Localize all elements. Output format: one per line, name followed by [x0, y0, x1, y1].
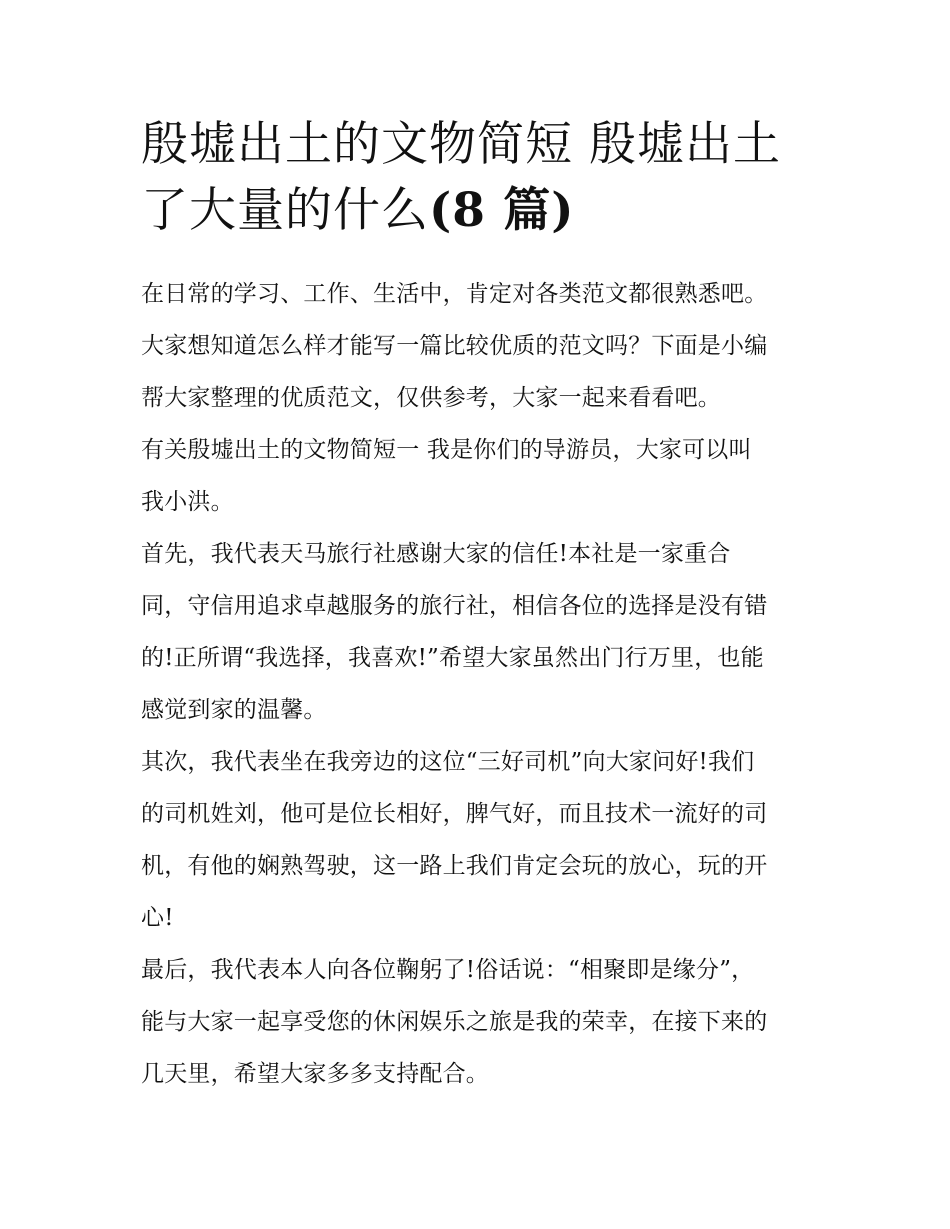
- text-line: 心!: [141, 905, 174, 931]
- first-paragraph: [141, 528, 831, 736]
- second-paragraph: [141, 736, 831, 944]
- text-line: 能与大家一起享受您的休闲娱乐之旅是我的荣幸，在接下来的: [141, 1009, 768, 1035]
- text-line: 最后，我代表本人向各位鞠躬了!俗话说：“相聚即是缘分”，: [141, 957, 755, 983]
- text-line: 同，守信用追求卓越服务的旅行社，相信各位的选择是没有错: [141, 593, 768, 619]
- text-line: 大家想知道怎么样才能写一篇比较优质的范文吗？下面是小编: [141, 333, 768, 359]
- text-line: 有关殷墟出土的文物简短一 我是你们的导游员，大家可以叫: [141, 437, 752, 463]
- title-count: (8 篇): [429, 183, 575, 238]
- document-body: [141, 268, 831, 1100]
- text-line: 在日常的学习、工作、生活中，肯定对各类范文都很熟悉吧。: [141, 281, 768, 307]
- text-line: 的!正所谓“我选择，我喜欢!”希望大家虽然出门行万里，也能: [141, 645, 764, 671]
- title-line: [141, 178, 831, 244]
- text-line: 几天里，希望大家多多支持配合。: [141, 1061, 489, 1087]
- intro-paragraph: [141, 268, 831, 424]
- text-line: 机，有他的娴熟驾驶，这一路上我们肯定会玩的放心，玩的开: [141, 853, 768, 879]
- text-line: 首先，我代表天马旅行社感谢大家的信任!本社是一家重合: [141, 541, 731, 567]
- title-line: 殷墟出土的文物简短 殷墟出土: [141, 117, 781, 172]
- title-line-text: 了大量的什么: [141, 183, 429, 238]
- text-line: 其次，我代表坐在我旁边的这位“三好司机”向大家问好!我们: [141, 749, 755, 775]
- document-page: [141, 112, 831, 1100]
- text-line: 感觉到家的温馨。: [141, 697, 327, 723]
- text-line: 帮大家整理的优质范文，仅供参考，大家一起来看看吧。: [141, 385, 721, 411]
- section-intro-paragraph: [141, 424, 831, 528]
- text-line: 我小洪。: [141, 489, 234, 515]
- third-paragraph: [141, 944, 831, 1100]
- text-line: 的司机姓刘，他可是位长相好，脾气好，而且技术一流好的司: [141, 801, 768, 827]
- page-title: [141, 112, 831, 244]
